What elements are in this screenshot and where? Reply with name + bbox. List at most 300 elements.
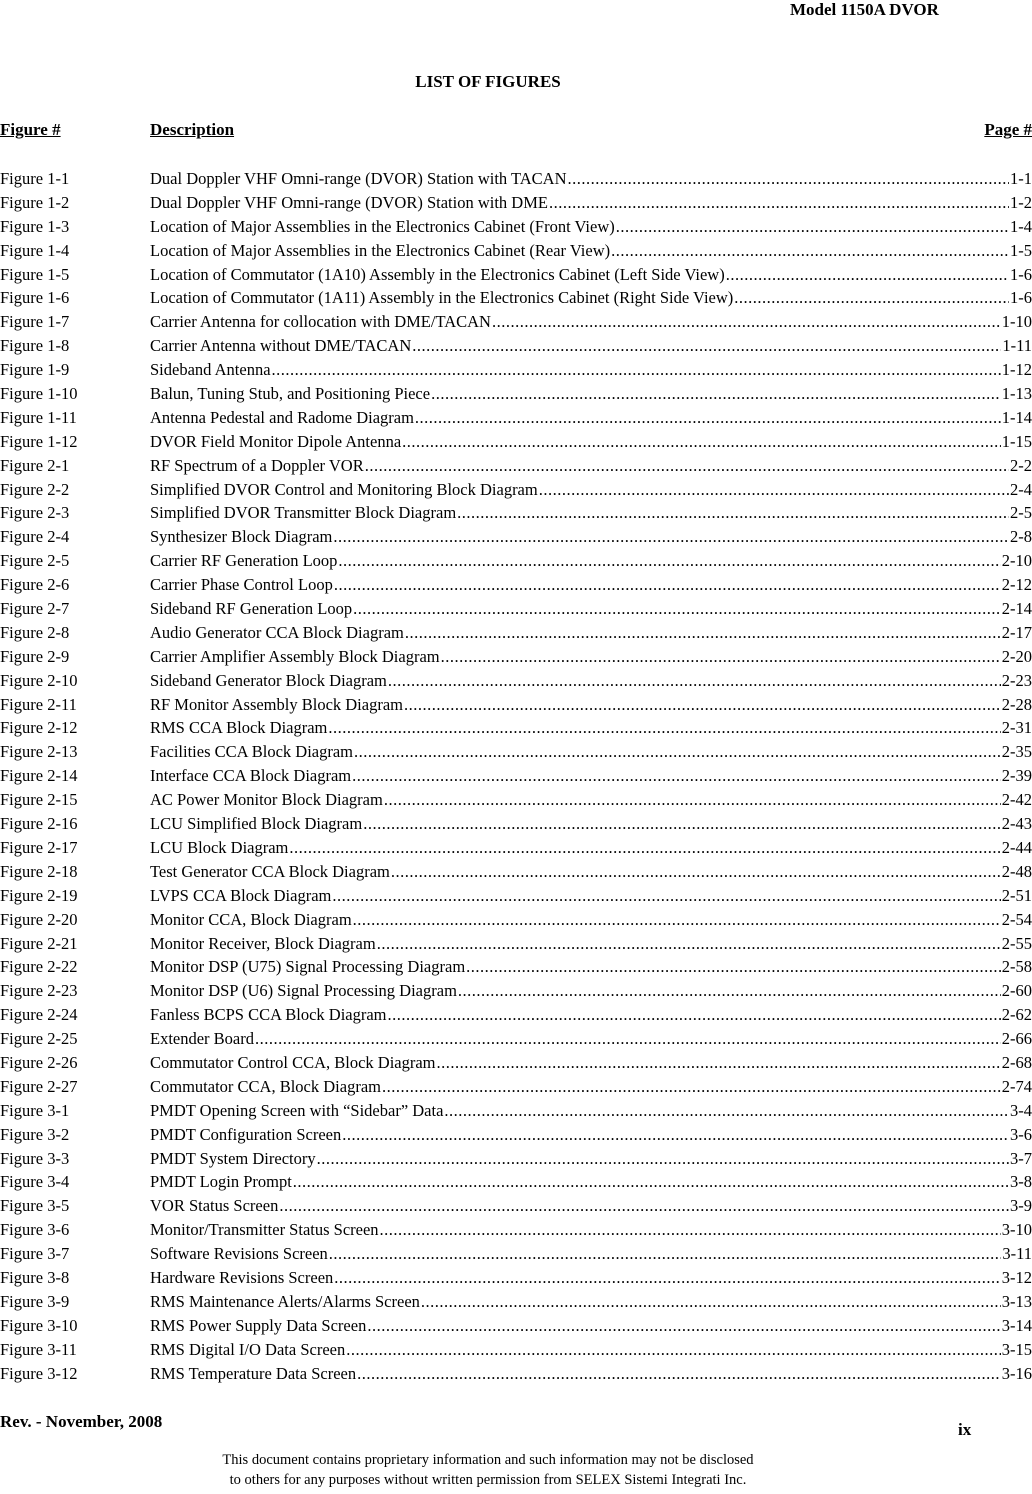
figure-entry-line [150,1027,1032,1051]
figure-description: Audio Generator CCA Block Diagram [150,622,404,642]
figure-page: 2-28 [1001,694,1032,714]
figure-page: 2-66 [1001,1029,1032,1049]
figure-entry-line [150,1051,1032,1075]
column-header-page: Page # [984,120,1032,139]
figure-entry [0,1266,1032,1290]
figure-entry-line [150,1194,1032,1218]
figure-entry [0,382,1032,406]
figure-entry [0,669,1032,693]
figure-page: 3-12 [1001,1267,1032,1287]
figure-entry [0,597,1032,621]
figure-entry [0,1003,1032,1027]
figure-page: 3-7 [1010,1148,1032,1168]
figure-description: Antenna Pedestal and Radome Diagram [150,407,414,427]
figure-entry-line [150,1338,1032,1362]
figure-entry [0,406,1032,430]
figure-page: 2-35 [1001,742,1032,762]
figure-number: Figure 2-25 [0,1029,78,1049]
figure-description: RF Monitor Assembly Block Diagram [150,694,403,714]
dot-leader [539,478,1009,502]
figure-entry [0,932,1032,956]
figure-description: RMS CCA Block Diagram [150,718,328,738]
figure-description: Location of Commutator (1A11) Assembly in the Electronics Cabinet (Right Side View) [150,288,734,308]
page-number: ix [958,1420,972,1439]
figure-entry [0,1099,1032,1123]
figure-entry [0,573,1032,597]
figure-page: 2-10 [1001,551,1032,571]
figure-description: Location of Major Assemblies in the Electronics Cabinet (Front View) [150,216,615,236]
dot-leader [255,1027,1001,1051]
figure-entry [0,1027,1032,1051]
figure-number: Figure 2-9 [0,646,70,666]
figure-number: Figure 2-11 [0,694,77,714]
figure-description: Sideband Antenna [150,360,271,380]
figure-entry-line [150,191,1032,215]
figure-entry [0,884,1032,908]
figure-page: 1-6 [1010,264,1032,284]
figure-page: 1-11 [1002,336,1032,356]
dot-leader [382,1075,1001,1099]
figure-entry-line [150,908,1032,932]
dot-leader [444,1099,1009,1123]
figure-description: RF Spectrum of a Doppler VOR [150,455,364,475]
figure-entry-line [150,549,1032,573]
figure-description: Monitor DSP (U6) Signal Processing Diagram [150,981,457,1001]
figure-page: 2-74 [1001,1076,1032,1096]
figure-entry-line [150,525,1032,549]
figure-entry-line [150,263,1032,287]
figure-number: Figure 1-11 [0,407,77,427]
figure-description: Extender Board [150,1029,255,1049]
figure-number: Figure 2-22 [0,957,78,977]
figure-entry [0,430,1032,454]
figure-entry [0,1147,1032,1171]
figure-page: 2-17 [1001,622,1032,642]
figure-description: Sideband RF Generation Loop [150,599,353,619]
figure-entry [0,1338,1032,1362]
figure-description: Simplified DVOR Control and Monitoring Block Diagram [150,479,538,499]
figure-page: 2-5 [1010,503,1032,523]
figure-entry-line [150,1003,1032,1027]
figure-page: 2-31 [1001,718,1032,738]
figure-entry-line [150,1123,1032,1147]
figure-page: 2-42 [1001,790,1032,810]
figure-entry-line [150,788,1032,812]
figure-entry [0,501,1032,525]
figure-number: Figure 3-7 [0,1244,70,1264]
figure-description: Simplified DVOR Transmitter Block Diagram [150,503,457,523]
dot-leader [391,860,1001,884]
figure-entry [0,955,1032,979]
figure-page: 3-4 [1010,1100,1032,1120]
dot-leader [329,1242,1002,1266]
figure-entry-line [150,836,1032,860]
figure-entry-line [150,645,1032,669]
figure-entry [0,1242,1032,1266]
page-title: LIST OF FIGURES [415,72,561,91]
figure-page: 3-15 [1001,1339,1032,1359]
figure-entry [0,716,1032,740]
dot-leader [353,597,1001,621]
dot-leader [332,884,1000,908]
figure-entry [0,358,1032,382]
figure-number: Figure 3-5 [0,1196,70,1216]
figure-number: Figure 2-19 [0,885,78,905]
figure-description: Interface CCA Block Diagram [150,766,352,786]
dot-leader [346,1338,1001,1362]
figure-entry-line [150,932,1032,956]
figure-description: Fanless BCPS CCA Block Diagram [150,1005,387,1025]
figure-number: Figure 1-4 [0,240,70,260]
figure-page: 3-10 [1001,1220,1032,1240]
figure-entry-line [150,478,1032,502]
figure-description: Monitor CCA, Block Diagram [150,909,352,929]
figure-page: 2-55 [1001,933,1032,953]
figure-entry [0,908,1032,932]
dot-leader [380,1218,1001,1242]
dot-leader [616,215,1009,239]
figure-number: Figure 2-26 [0,1052,78,1072]
figure-number: Figure 3-10 [0,1315,78,1335]
dot-leader [726,263,1009,287]
figure-page: 1-15 [1001,431,1032,451]
dot-leader [289,836,1000,860]
figure-entry-line [150,693,1032,717]
figure-number: Figure 1-12 [0,431,78,451]
figure-entry-line [150,621,1032,645]
figure-number: Figure 3-6 [0,1220,70,1240]
dot-leader [317,1147,1009,1171]
figure-entry-line [150,597,1032,621]
dot-leader [363,812,1001,836]
figure-entry [0,860,1032,884]
figure-page: 2-12 [1001,575,1032,595]
figure-description: Location of Major Assemblies in the Electronics Cabinet (Rear View) [150,240,611,260]
figure-page: 3-9 [1010,1196,1032,1216]
figure-entry [0,764,1032,788]
figure-page: 3-16 [1001,1363,1032,1383]
figure-entry-line [150,1147,1032,1171]
figure-description: VOR Status Screen [150,1196,279,1216]
figure-entry [0,1314,1032,1338]
figure-page: 2-4 [1010,479,1032,499]
figure-page: 2-51 [1001,885,1032,905]
figure-entry [0,478,1032,502]
column-header-description: Description [150,120,235,139]
figure-entry-line [150,334,1032,358]
figure-entry-line [150,1266,1032,1290]
figure-entry-line [150,430,1032,454]
dot-leader [357,1362,1001,1386]
figure-entry [0,454,1032,478]
dot-leader [377,932,1001,956]
figure-entry [0,310,1032,334]
figure-entry-line [150,1170,1032,1194]
figure-number: Figure 2-5 [0,551,70,571]
dot-leader [549,191,1009,215]
figure-description: Carrier Phase Control Loop [150,575,333,595]
dot-leader [734,286,1009,310]
figure-number: Figure 3-2 [0,1124,70,1144]
figure-number: Figure 2-17 [0,837,78,857]
dot-leader [492,310,1001,334]
figure-entry-line [150,979,1032,1003]
dot-leader [388,669,1001,693]
figure-number: Figure 2-12 [0,718,78,738]
dot-leader [441,645,1001,669]
figure-entry [0,286,1032,310]
revision-label: Rev. - November, 2008 [0,1412,163,1431]
figure-entry [0,167,1032,191]
figure-page: 1-1 [1010,169,1032,188]
figure-description: Carrier Amplifier Assembly Block Diagram [150,646,440,666]
figure-number: Figure 3-11 [0,1339,77,1359]
figure-description: Commutator CCA, Block Diagram [150,1076,381,1096]
figure-entry [0,812,1032,836]
dot-leader [437,1051,1001,1075]
figure-page: 2-62 [1001,1005,1032,1025]
figure-number: Figure 2-6 [0,575,70,595]
figure-number: Figure 2-21 [0,933,78,953]
figure-entry [0,1075,1032,1099]
figure-description: Carrier Antenna for collocation with DME/TACAN [150,312,491,332]
figure-entry [0,239,1032,263]
figure-description: LCU Block Diagram [150,837,289,857]
figure-page: 3-8 [1010,1172,1032,1192]
figure-entry [0,740,1032,764]
figure-description: RMS Maintenance Alerts/Alarms Screen [150,1291,420,1311]
notice-line-2: to others for any purposes without written permission from SELEX Sistemi Integrati Inc. [229,1472,747,1488]
figure-description: AC Power Monitor Block Diagram [150,790,383,810]
figure-page: 2-44 [1001,837,1032,857]
figure-number: Figure 3-12 [0,1363,78,1383]
figure-page: 1-6 [1010,288,1032,308]
figure-page: 2-48 [1001,861,1032,881]
figure-entry-line [150,1099,1032,1123]
dot-leader [388,1003,1001,1027]
figure-page: 1-13 [1001,384,1032,404]
figure-entry-line [150,669,1032,693]
dot-leader [338,549,1000,573]
figure-page: 1-10 [1001,312,1032,332]
figure-description: Test Generator CCA Block Diagram [150,861,390,881]
figure-description: PMDT Login Prompt [150,1172,292,1192]
figure-entry [0,693,1032,717]
figure-description: Dual Doppler VHF Omni-range (DVOR) Station with DME [150,192,548,212]
figure-entry-line [150,764,1032,788]
figure-number: Figure 1-9 [0,360,70,380]
figure-description: Hardware Revisions Screen [150,1267,334,1287]
dot-leader [421,1290,1001,1314]
dot-leader [352,764,1001,788]
figure-number: Figure 1-8 [0,336,70,356]
figure-description: RMS Temperature Data Screen [150,1363,357,1383]
figure-page: 1-2 [1010,192,1032,212]
figure-number: Figure 2-18 [0,861,78,881]
figure-description: Carrier Antenna without DME/TACAN [150,336,412,356]
figure-number: Figure 2-27 [0,1076,78,1096]
figure-description: LCU Simplified Block Diagram [150,814,363,834]
header-model: Model 1150A DVOR [790,0,939,19]
figure-page: 1-12 [1001,360,1032,380]
dot-leader [458,979,1001,1003]
figure-description: Commutator Control CCA, Block Diagram [150,1052,436,1072]
figure-page: 3-13 [1001,1291,1032,1311]
figure-entry [0,1123,1032,1147]
dot-leader [293,1170,1009,1194]
figure-number: Figure 3-3 [0,1148,70,1168]
figure-number: Figure 3-4 [0,1172,70,1192]
figure-page: 2-8 [1010,527,1032,547]
figure-entry-line [150,501,1032,525]
dot-leader [367,1314,1000,1338]
figure-entry [0,645,1032,669]
figure-number: Figure 1-3 [0,216,70,236]
figure-page: 2-14 [1001,599,1032,619]
figure-entry [0,549,1032,573]
figure-number: Figure 2-3 [0,503,70,523]
figure-entry-line [150,1218,1032,1242]
dot-leader [405,621,1001,645]
figure-entry-line [150,406,1032,430]
figure-page: 2-60 [1001,981,1032,1001]
figure-page: 2-39 [1001,766,1032,786]
figure-number: Figure 3-8 [0,1267,70,1287]
figure-entry-line [150,740,1032,764]
figure-entry-line [150,884,1032,908]
figure-page: 3-11 [1002,1244,1032,1264]
figure-entry [0,1051,1032,1075]
figure-number: Figure 1-7 [0,312,70,332]
figure-entry [0,215,1032,239]
figure-number: Figure 2-15 [0,790,78,810]
figure-entry-line [150,1362,1032,1386]
column-header-figure: Figure # [0,120,61,139]
figure-entry-line [150,358,1032,382]
figure-entry [0,836,1032,860]
figure-number: Figure 2-2 [0,479,70,499]
figure-number: Figure 1-10 [0,384,78,404]
figure-entry-line [150,955,1032,979]
dot-leader [402,430,1001,454]
dot-leader [334,573,1001,597]
figure-description: RMS Power Supply Data Screen [150,1315,367,1335]
figure-description: PMDT Configuration Screen [150,1124,342,1144]
figure-number: Figure 2-13 [0,742,78,762]
dot-leader [365,454,1009,478]
figure-entry [0,334,1032,358]
figure-entry [0,1218,1032,1242]
notice-line-1: This document contains proprietary information and such information may not be disclosed [222,1452,754,1468]
proprietary-notice [0,1450,976,1490]
figure-entry-line [150,1075,1032,1099]
dot-leader [328,716,1000,740]
figure-entry-line [150,454,1032,478]
figure-description: RMS Digital I/O Data Screen [150,1339,346,1359]
dot-leader [353,908,1001,932]
figure-entry-line [150,1242,1032,1266]
figure-number: Figure 1-1 [0,169,70,188]
figure-page: 1-5 [1010,240,1032,260]
dot-leader [466,955,1001,979]
figure-page: 2-20 [1001,646,1032,666]
figure-number: Figure 1-2 [0,192,70,212]
figure-entry [0,979,1032,1003]
dot-leader [334,1266,1000,1290]
figure-page: 1-4 [1010,216,1032,236]
figure-entry-line [150,310,1032,334]
figure-entry [0,621,1032,645]
figure-number: Figure 2-10 [0,670,78,690]
dot-leader [568,167,1010,191]
figure-description: Monitor/Transmitter Status Screen [150,1220,379,1240]
dot-leader [412,334,1001,358]
figure-entry-line [150,167,1032,191]
dot-leader [272,358,1001,382]
dot-leader [342,1123,1009,1147]
figure-entry [0,788,1032,812]
figure-description: LVPS CCA Block Diagram [150,885,332,905]
dot-leader [384,788,1001,812]
figure-number: Figure 2-7 [0,599,70,619]
figure-entry-line [150,716,1032,740]
dot-leader [404,693,1001,717]
dot-leader [354,740,1001,764]
figure-entry [0,1290,1032,1314]
figure-page: 2-2 [1010,455,1032,475]
figure-entry [0,263,1032,287]
dot-leader [415,406,1001,430]
dot-leader [611,239,1009,263]
figure-number: Figure 2-14 [0,766,78,786]
figure-entry-line [150,573,1032,597]
figure-description: Location of Commutator (1A10) Assembly in the Electronics Cabinet (Left Side View) [150,264,725,284]
figure-entry-line [150,382,1032,406]
figure-entry-line [150,1314,1032,1338]
column-headers [0,120,1032,142]
figure-entry [0,525,1032,549]
figure-description: Monitor Receiver, Block Diagram [150,933,376,953]
figure-description: Carrier RF Generation Loop [150,551,338,571]
figure-list [0,167,1032,1385]
figure-number: Figure 1-6 [0,288,70,308]
figure-description: Balun, Tuning Stub, and Positioning Piece [150,384,431,404]
figure-number: Figure 1-5 [0,264,70,284]
dot-leader [431,382,1001,406]
figure-entry-line [150,239,1032,263]
figure-number: Figure 2-4 [0,527,70,547]
figure-number: Figure 3-9 [0,1291,70,1311]
figure-description: DVOR Field Monitor Dipole Antenna [150,431,402,451]
figure-page: 2-68 [1001,1052,1032,1072]
figure-page: 2-58 [1001,957,1032,977]
figure-description: PMDT Opening Screen with “Sidebar” Data [150,1100,444,1120]
figure-description: Facilities CCA Block Diagram [150,742,354,762]
figure-number: Figure 2-20 [0,909,78,929]
figure-description: PMDT System Directory [150,1148,316,1168]
dot-leader [457,501,1009,525]
figure-page: 1-14 [1001,407,1032,427]
figure-description: Monitor DSP (U75) Signal Processing Diagram [150,957,466,977]
figure-page: 3-14 [1001,1315,1032,1335]
figure-page: 3-6 [1010,1124,1032,1144]
figure-page: 2-43 [1001,814,1032,834]
dot-leader [279,1194,1009,1218]
figure-entry-line [150,812,1032,836]
figure-description: Dual Doppler VHF Omni-range (DVOR) Station with TACAN [150,169,567,188]
figure-number: Figure 3-1 [0,1100,70,1120]
figure-number: Figure 2-8 [0,622,70,642]
